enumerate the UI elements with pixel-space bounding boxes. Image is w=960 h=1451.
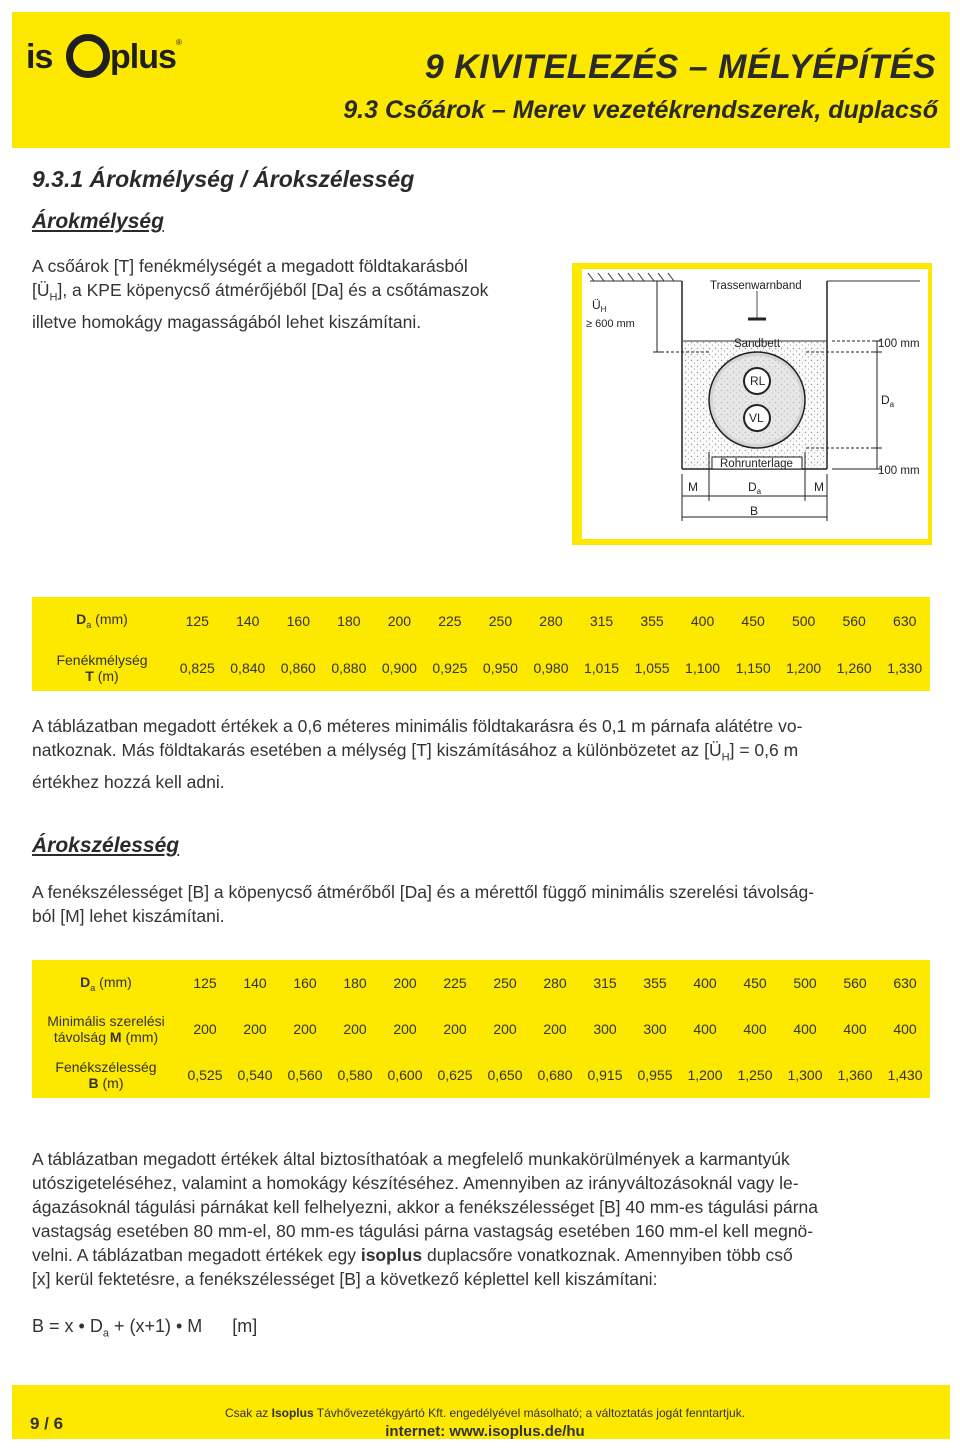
table-cell: 160 xyxy=(286,612,310,629)
bottom-clearance-label: 100 mm xyxy=(878,465,920,477)
final-line-6: [x] kerül fektetésre, a fenékszélességet [B] a következő képlettel kell kiszámítani: xyxy=(32,1269,658,1289)
bottom-width-header-cell: Fenékszélesség B (m) xyxy=(55,1059,157,1091)
table-cell: 300 xyxy=(643,1021,667,1037)
table-cell: 1,430 xyxy=(887,1067,923,1083)
final-line-2: utószigeteléséhez, valamint a homokágy készítéséhez. Amennyiben az irányváltozásoknál vagy le- xyxy=(32,1173,799,1193)
table-cell: 560 xyxy=(843,975,867,991)
table-cell: 400 xyxy=(793,1021,817,1037)
table-cell: 200 xyxy=(393,975,417,991)
pipe-support-label: Rohrunterlage xyxy=(720,458,793,470)
table-cell: 200 xyxy=(493,1021,517,1037)
table-cell: 0,580 xyxy=(337,1067,373,1083)
table-cell: 400 xyxy=(843,1021,867,1037)
depth-intro-line-1: A csőárok [T] fenékmélységét a megadott földtakarásból xyxy=(32,256,468,276)
table-cell: 0,540 xyxy=(237,1067,273,1083)
table-cell: 160 xyxy=(293,975,317,991)
depth-intro xyxy=(32,254,562,334)
table-cell: 500 xyxy=(793,975,817,991)
da-header-cell: $D_a$ (mm) xyxy=(76,611,128,630)
table-cell: 180 xyxy=(337,612,361,629)
table-cell: 1,150 xyxy=(735,659,771,676)
table-cell: 1,300 xyxy=(787,1067,823,1083)
table-cell: 0,625 xyxy=(437,1067,473,1083)
m-right-label: M xyxy=(814,480,824,494)
table-cell: 400 xyxy=(893,1021,917,1037)
table-cell: 500 xyxy=(791,612,816,629)
table-cell: 280 xyxy=(543,975,567,991)
table-cell: 1,260 xyxy=(836,659,872,676)
table-cell: 200 xyxy=(243,1021,267,1037)
depth-note-line-2: natkoznak. Más földtakarás esetében a mélység [T] kiszámításához a különbözetet az $[Ü_H] = 0,6$ m xyxy=(32,740,799,764)
table-row xyxy=(32,960,930,1006)
trench-diagram xyxy=(572,263,932,545)
da-right-label: $D_a$ xyxy=(881,393,895,409)
final-line-3: ágazásoknál tágulási párnákat kell felhelyezni, akkor a fenékszélességet [B] 40 mm-es tágulási párna xyxy=(32,1197,818,1217)
table-cell: 200 xyxy=(343,1021,367,1037)
width-intro xyxy=(32,880,936,928)
width-heading: Árokszélesség xyxy=(32,834,180,857)
da-bottom-label: $D_a$ xyxy=(748,480,762,496)
table-cell: 0,600 xyxy=(387,1067,423,1083)
logo-text-plus: plus xyxy=(110,38,176,76)
depth-header-cell: Fenékmélység T (m) xyxy=(56,651,148,684)
width-intro-line-1: A fenékszélességet [B] a köpenycső átmérőből [Da] és a mérettől függő minimális szerelési távolság- xyxy=(32,882,815,902)
logo-text-is: is xyxy=(26,38,53,76)
sand-bed-label: Sandbett xyxy=(734,338,781,350)
final-line-5: velni. A táblázatban megadott értékek egy isoplus duplacsőre vonatkoznak. Amennyiben több cső xyxy=(32,1245,793,1265)
table-cell: 0,900 xyxy=(381,659,417,676)
table-cell: 0,950 xyxy=(482,659,518,676)
table-cell: 140 xyxy=(243,975,267,991)
table-cell: 450 xyxy=(741,612,765,629)
m-left-label: M xyxy=(688,480,698,494)
table-cell: 355 xyxy=(640,612,664,629)
width-table xyxy=(32,960,930,1098)
da-header-cell: $D_a$ (mm) xyxy=(80,973,132,993)
table-cell: 0,650 xyxy=(487,1067,523,1083)
table-row xyxy=(32,1006,930,1052)
logo-registered-mark: ® xyxy=(176,38,182,47)
table-cell: 200 xyxy=(443,1021,467,1037)
website-link[interactable]: internet: www.isoplus.de/hu xyxy=(385,1423,585,1440)
table-cell: 0,880 xyxy=(331,659,367,676)
table-cell: 400 xyxy=(690,612,715,629)
table-cell: 1,200 xyxy=(687,1067,723,1083)
table-cell: 280 xyxy=(539,612,563,629)
table-cell: 1,360 xyxy=(837,1067,873,1083)
table-cell: 300 xyxy=(593,1021,617,1037)
table-cell: 0,860 xyxy=(280,659,316,676)
formula: B = x • $D_a + (x+1)$ • M [m] xyxy=(32,1316,258,1340)
depth-intro-line-2: $[Ü_H]$, a KPE köpenycső átmérőjéből [Da] és a csőtámaszok xyxy=(32,280,489,304)
table-cell: 630 xyxy=(893,612,917,629)
table-cell: 0,925 xyxy=(432,659,468,676)
table-cell: 355 xyxy=(643,975,667,991)
table-cell: 200 xyxy=(393,1021,417,1037)
table-cell: 400 xyxy=(693,1021,717,1037)
width-intro-line-2: ból [M] lehet kiszámítani. xyxy=(32,906,225,926)
table-cell: 560 xyxy=(842,612,866,629)
table-cell: 180 xyxy=(343,975,367,991)
copyright-note: Csak az Isoplus Távhővezetékgyártó Kft. engedélyével másolható; a változtatás jogát fenntartjuk. xyxy=(224,1406,746,1420)
table-cell: 125 xyxy=(185,612,209,629)
cover-min-label: ≥ 600 mm xyxy=(586,318,635,330)
table-cell: 0,680 xyxy=(537,1067,573,1083)
section-title: 9.3.1 Árokmélység / Árokszélesség xyxy=(32,166,415,192)
table-cell: 0,980 xyxy=(533,659,569,676)
table-cell: 200 xyxy=(293,1021,317,1037)
table-cell: 200 xyxy=(543,1021,567,1037)
table-cell: 200 xyxy=(387,612,412,629)
cover-label: $Ü_H$ xyxy=(592,298,607,314)
table-cell: 1,055 xyxy=(634,659,670,676)
depth-note-line-3: értékhez hozzá kell adni. xyxy=(32,771,225,792)
logo-ring-icon xyxy=(66,34,110,78)
table-cell: 250 xyxy=(493,975,517,991)
table-cell: 315 xyxy=(593,975,617,991)
top-clearance-label: 100 mm xyxy=(878,338,920,350)
table-cell: 1,250 xyxy=(737,1067,773,1083)
table-cell: 250 xyxy=(488,612,513,629)
table-cell: 0,915 xyxy=(587,1067,623,1083)
table-cell: 400 xyxy=(743,1021,767,1037)
b-label: B xyxy=(750,504,759,518)
table-row xyxy=(32,644,930,691)
rl-label: RL xyxy=(750,374,766,388)
table-cell: 225 xyxy=(438,612,462,629)
table-cell: 0,840 xyxy=(230,659,266,676)
table-cell: 0,525 xyxy=(187,1067,223,1083)
final-line-4: vastagság esetében 80 mm-el, 80 mm-es tágulási párna vastagság esetében 160 mm-el kell megnö- xyxy=(32,1221,814,1241)
subchapter-title: 9.3 Csőárok – Merev vezetékrendszerek, duplacső xyxy=(343,96,938,124)
table-cell: 140 xyxy=(236,612,260,629)
page-number: 9 / 6 xyxy=(30,1414,64,1433)
warning-band-label: Trassenwarnband xyxy=(710,280,802,292)
final-line-1: A táblázatban megadott értékek által biztosíthatóak a megfelelő munkakörülmények a karmantyúk xyxy=(32,1149,790,1169)
table-cell: 125 xyxy=(193,975,217,991)
depth-heading: Árokmélység xyxy=(32,210,164,233)
table-cell: 400 xyxy=(693,975,717,991)
depth-table xyxy=(32,597,930,691)
table-cell: 0,955 xyxy=(637,1067,673,1083)
table-cell: 0,560 xyxy=(287,1067,323,1083)
depth-note xyxy=(32,714,936,794)
table-cell: 450 xyxy=(743,975,767,991)
chapter-title: 9 KIVITELEZÉS – MÉLYÉPÍTÉS xyxy=(424,48,936,86)
table-cell: 315 xyxy=(589,612,614,629)
table-cell: 1,015 xyxy=(583,659,620,676)
final-paragraph xyxy=(32,1147,936,1291)
table-row xyxy=(32,597,930,644)
vl-label: VL xyxy=(749,411,764,425)
min-distance-header-cell: Minimális szerelési távolság M (mm) xyxy=(47,1013,165,1045)
table-cell: 225 xyxy=(443,975,467,991)
table-cell: 0,825 xyxy=(179,659,215,676)
table-cell: 1,100 xyxy=(685,659,721,676)
table-cell: 1,200 xyxy=(786,659,822,676)
isoplus-logo xyxy=(26,34,182,86)
table-cell: 1,330 xyxy=(887,659,923,676)
depth-note-line-1: A táblázatban megadott értékek a 0,6 méteres minimális földtakarásra és 0,1 m párnafa alátétre vo- xyxy=(32,716,803,736)
table-row xyxy=(32,1052,930,1098)
depth-intro-line-3: illetve homokágy magasságából lehet kiszámítani. xyxy=(32,311,422,332)
table-cell: 630 xyxy=(893,975,917,991)
table-cell: 200 xyxy=(193,1021,217,1037)
